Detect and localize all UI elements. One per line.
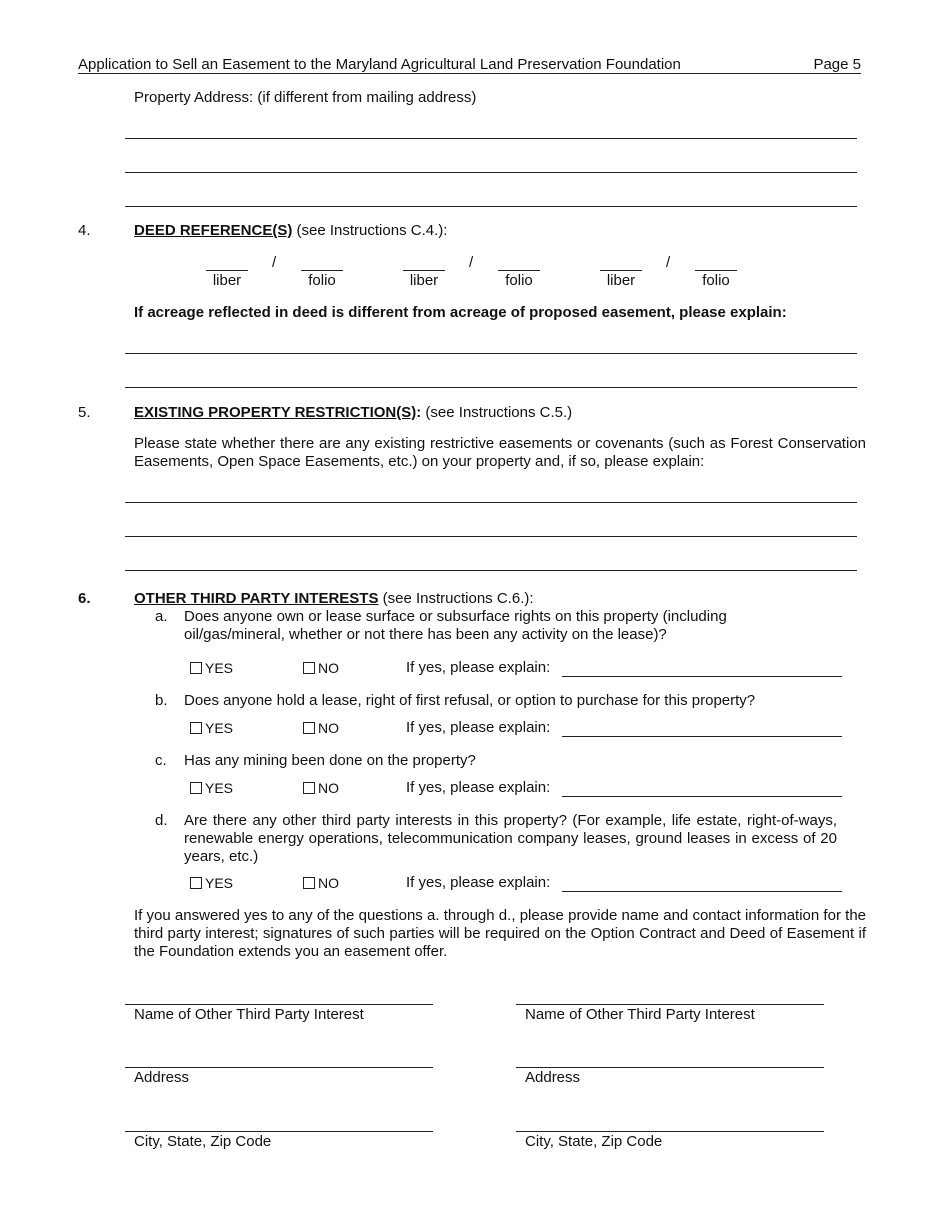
existing-restrictions-heading: EXISTING PROPERTY RESTRICTION(S) — [134, 404, 417, 421]
question-a-text: Does anyone own or lease surface or subsurface rights on this property (including oil/gas/mineral, whether or not there has been any activity on the lease)? — [184, 608, 727, 643]
liber-field-1[interactable] — [206, 270, 248, 271]
question-a-yes-option[interactable] — [190, 660, 233, 676]
section-5-number: 5. — [78, 404, 91, 421]
liber-field-2[interactable] — [403, 270, 445, 271]
question-c-no-checkbox[interactable] — [303, 782, 315, 794]
folio-field-1[interactable] — [301, 270, 343, 271]
question-a-no-checkbox[interactable] — [303, 662, 315, 674]
address-label-left: Address — [134, 1069, 190, 1086]
question-c-yes-checkbox[interactable] — [190, 782, 202, 794]
question-d-no-checkbox[interactable] — [303, 877, 315, 889]
question-d-explain-field[interactable] — [562, 891, 842, 892]
yes-label: YES — [205, 875, 234, 891]
question-b-text: Does anyone hold a lease, right of first refusal, or option to purchase for this property? — [184, 692, 756, 709]
address-field-left[interactable] — [125, 1067, 433, 1068]
question-a-explain-field[interactable] — [562, 676, 842, 677]
question-d-letter: d. — [155, 812, 168, 829]
no-label: NO — [318, 875, 339, 891]
question-d-yes-checkbox[interactable] — [190, 877, 202, 889]
question-a-explain-label: If yes, please explain: — [406, 659, 551, 676]
name-field-right[interactable] — [516, 1004, 824, 1005]
name-field-left[interactable] — [125, 1004, 433, 1005]
no-label: NO — [318, 660, 339, 676]
question-b-yes-checkbox[interactable] — [190, 722, 202, 734]
section-6-heading — [134, 590, 534, 607]
property-address-line-2[interactable] — [125, 172, 857, 173]
deed-reference-instructions: (see Instructions C.4.): — [292, 222, 448, 239]
third-party-heading: OTHER THIRD PARTY INTERESTS — [134, 590, 379, 607]
yes-label: YES — [205, 660, 234, 676]
no-label: NO — [318, 720, 339, 736]
acreage-explain-prompt: If acreage reflected in deed is different from acreage of proposed easement, please explain: — [134, 304, 787, 321]
acreage-explain-line-1[interactable] — [125, 353, 857, 354]
deed-reference-heading: DEED REFERENCE(S) — [134, 222, 293, 239]
restrictions-line-3[interactable] — [125, 570, 857, 571]
question-b-no-option[interactable] — [303, 720, 339, 736]
no-label: NO — [318, 780, 339, 796]
liber-label-2: liber — [409, 272, 439, 289]
section-4-heading — [134, 222, 447, 239]
city-field-left[interactable] — [125, 1131, 433, 1132]
liber-label-1: liber — [212, 272, 242, 289]
third-party-instructions-paragraph: If you answered yes to any of the questions a. through d., please provide name and contact information for the third party interest; signatures of such parties will be required on the Option Contract and Deed of Easement if the Foundation extends you an easement offer. — [134, 907, 866, 960]
question-d-yes-option[interactable] — [190, 875, 233, 891]
question-b-no-checkbox[interactable] — [303, 722, 315, 734]
page-number: Page 5 — [813, 56, 861, 73]
question-b-yes-option[interactable] — [190, 720, 233, 736]
question-a-no-option[interactable] — [303, 660, 339, 676]
folio-label-3: folio — [702, 272, 730, 289]
restrictions-line-2[interactable] — [125, 536, 857, 537]
question-c-explain-field[interactable] — [562, 796, 842, 797]
deed-slash-1: / — [272, 254, 277, 271]
question-a-letter: a. — [155, 608, 168, 625]
acreage-explain-line-2[interactable] — [125, 387, 857, 388]
address-field-right[interactable] — [516, 1067, 824, 1068]
question-d-explain-label: If yes, please explain: — [406, 874, 551, 891]
restrictions-line-1[interactable] — [125, 502, 857, 503]
yes-label: YES — [205, 720, 234, 736]
question-c-text: Has any mining been done on the property? — [184, 752, 476, 769]
question-b-explain-field[interactable] — [562, 736, 842, 737]
question-c-letter: c. — [155, 752, 167, 769]
folio-label-1: folio — [308, 272, 336, 289]
name-label-left: Name of Other Third Party Interest — [134, 1006, 364, 1023]
property-address-label: Property Address: (if different from mailing address) — [134, 89, 477, 106]
liber-label-3: liber — [606, 272, 636, 289]
question-c-explain-label: If yes, please explain: — [406, 779, 551, 796]
city-label-right: City, State, Zip Code — [525, 1133, 663, 1150]
question-b-explain-label: If yes, please explain: — [406, 719, 551, 736]
section-6-number: 6. — [78, 590, 91, 607]
section-5-heading — [134, 404, 572, 421]
question-a-yes-checkbox[interactable] — [190, 662, 202, 674]
question-d-text: Are there any other third party interests in this property? (For example, life estate, right-of-ways, renewable energy operations, telecommunication company leases, ground leases in excess of 20 years, etc.) — [184, 812, 837, 865]
third-party-instructions: (see Instructions C.6.): — [378, 590, 534, 607]
address-label-right: Address — [525, 1069, 581, 1086]
question-d-no-option[interactable] — [303, 875, 339, 891]
folio-field-3[interactable] — [695, 270, 737, 271]
existing-restrictions-instructions: (see Instructions C.5.) — [421, 404, 573, 421]
question-b-letter: b. — [155, 692, 168, 709]
city-field-right[interactable] — [516, 1131, 824, 1132]
city-label-left: City, State, Zip Code — [134, 1133, 272, 1150]
document-header-title: Application to Sell an Easement to the Maryland Agricultural Land Preservation Foundation — [78, 56, 681, 73]
existing-restrictions-body: Please state whether there are any existing restrictive easements or covenants (such as Forest Conservation Easements, Open Space Easements, etc.) on your property and, if so, please explain: — [134, 435, 866, 470]
header-rule — [78, 73, 861, 74]
section-4-number: 4. — [78, 222, 91, 239]
question-c-no-option[interactable] — [303, 780, 339, 796]
deed-slash-2: / — [469, 254, 474, 271]
property-address-line-1[interactable] — [125, 138, 857, 139]
existing-restrictions-colon: : — [416, 404, 422, 421]
name-label-right: Name of Other Third Party Interest — [525, 1006, 755, 1023]
folio-label-2: folio — [505, 272, 533, 289]
yes-label: YES — [205, 780, 234, 796]
folio-field-2[interactable] — [498, 270, 540, 271]
question-c-yes-option[interactable] — [190, 780, 233, 796]
deed-slash-3: / — [666, 254, 671, 271]
liber-field-3[interactable] — [600, 270, 642, 271]
property-address-line-3[interactable] — [125, 206, 857, 207]
